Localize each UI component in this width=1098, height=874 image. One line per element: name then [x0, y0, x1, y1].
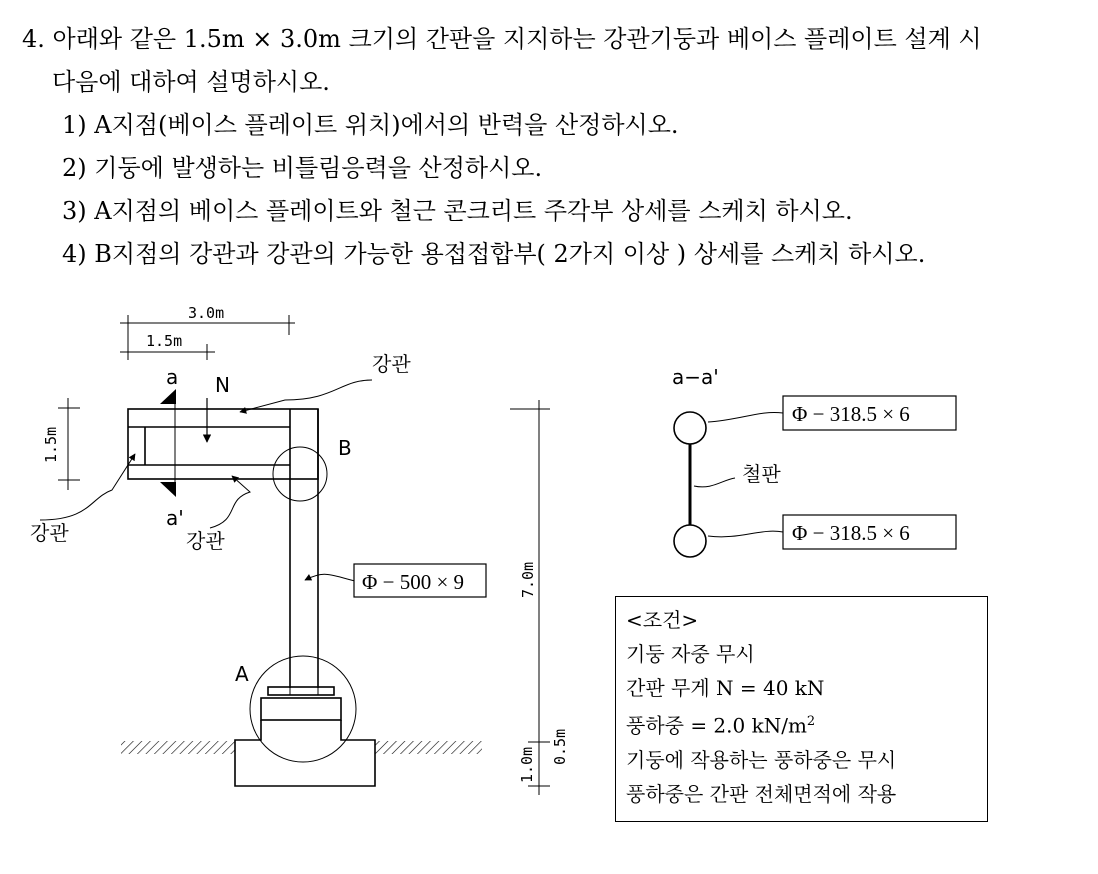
- section-spec-top: Φ − 318.5 × 6: [792, 402, 910, 426]
- base-plate-footing: [235, 687, 375, 786]
- condition-5: 풍하중은 간판 전체면적에 작용: [626, 781, 897, 806]
- dim-right-height: 7.0m: [519, 561, 537, 598]
- section-title: a−a': [672, 365, 719, 389]
- condition-3: [626, 705, 977, 743]
- condition-2: 간판 무게 N = 40 kN: [626, 676, 825, 700]
- question-text-line2: 다음에 대하여 설명하시오.: [52, 68, 330, 96]
- conditions-box: [615, 596, 988, 822]
- question-item-2: 2) 기둥에 발생하는 비틀림응력을 산정하시오.: [62, 154, 543, 182]
- question-number: 4.: [22, 25, 45, 53]
- conditions-title: <조건>: [626, 608, 699, 632]
- section-mark: [160, 389, 176, 497]
- label-a: a: [166, 365, 179, 389]
- dim-top-outer: 3.0m: [188, 304, 225, 322]
- label-pipe-bottom: 강관: [186, 529, 225, 553]
- dim-top-inner: 1.5m: [146, 332, 183, 350]
- question-item-3: 3) A지점의 베이스 플레이트와 철근 콘크리트 주각부 상세를 스케치 하시오.: [62, 197, 853, 225]
- condition-3-text: 풍하중 = 2.0 kN/m: [626, 713, 807, 738]
- question-item-4: 4) B지점의 강관과 강관의 가능한 용접접합부( 2가지 이상 ) 상세를 스케치 하시오.: [62, 240, 926, 268]
- label-A: A: [235, 662, 249, 686]
- label-N: N: [215, 373, 230, 397]
- section-view: [674, 412, 706, 557]
- condition-4: 기둥에 작용하는 풍하중은 무시: [626, 747, 897, 772]
- condition-1: 기둥 자중 무시: [626, 642, 755, 666]
- condition-3-superscript: 2: [806, 714, 816, 729]
- question-item-1: 1) A지점(베이스 플레이트 위치)에서의 반력을 산정하시오.: [62, 111, 679, 139]
- dim-left: 1.5m: [42, 426, 60, 463]
- detail-circle-B: [273, 447, 327, 501]
- left-dimension: [58, 398, 80, 490]
- section-spec-bottom: Φ − 318.5 × 6: [792, 521, 910, 545]
- label-pipe-top: 강관: [372, 352, 411, 376]
- column-spec: Φ − 500 × 9: [362, 570, 465, 594]
- dim-right-footing: 1.0m: [518, 746, 536, 783]
- ground-left: [121, 741, 235, 754]
- label-B: B: [338, 436, 352, 460]
- section-plate-label: 철판: [742, 462, 781, 486]
- label-a-prime: a': [166, 506, 184, 530]
- ground-right: [375, 741, 482, 754]
- label-pipe-left: 강관: [30, 521, 69, 545]
- question-text-line1: 아래와 같은 1.5m × 3.0m 크기의 간판을 지지하는 강관기둥과 베이스 플레이트 설계 시: [52, 25, 982, 53]
- dim-right-base: 0.5m: [551, 728, 569, 765]
